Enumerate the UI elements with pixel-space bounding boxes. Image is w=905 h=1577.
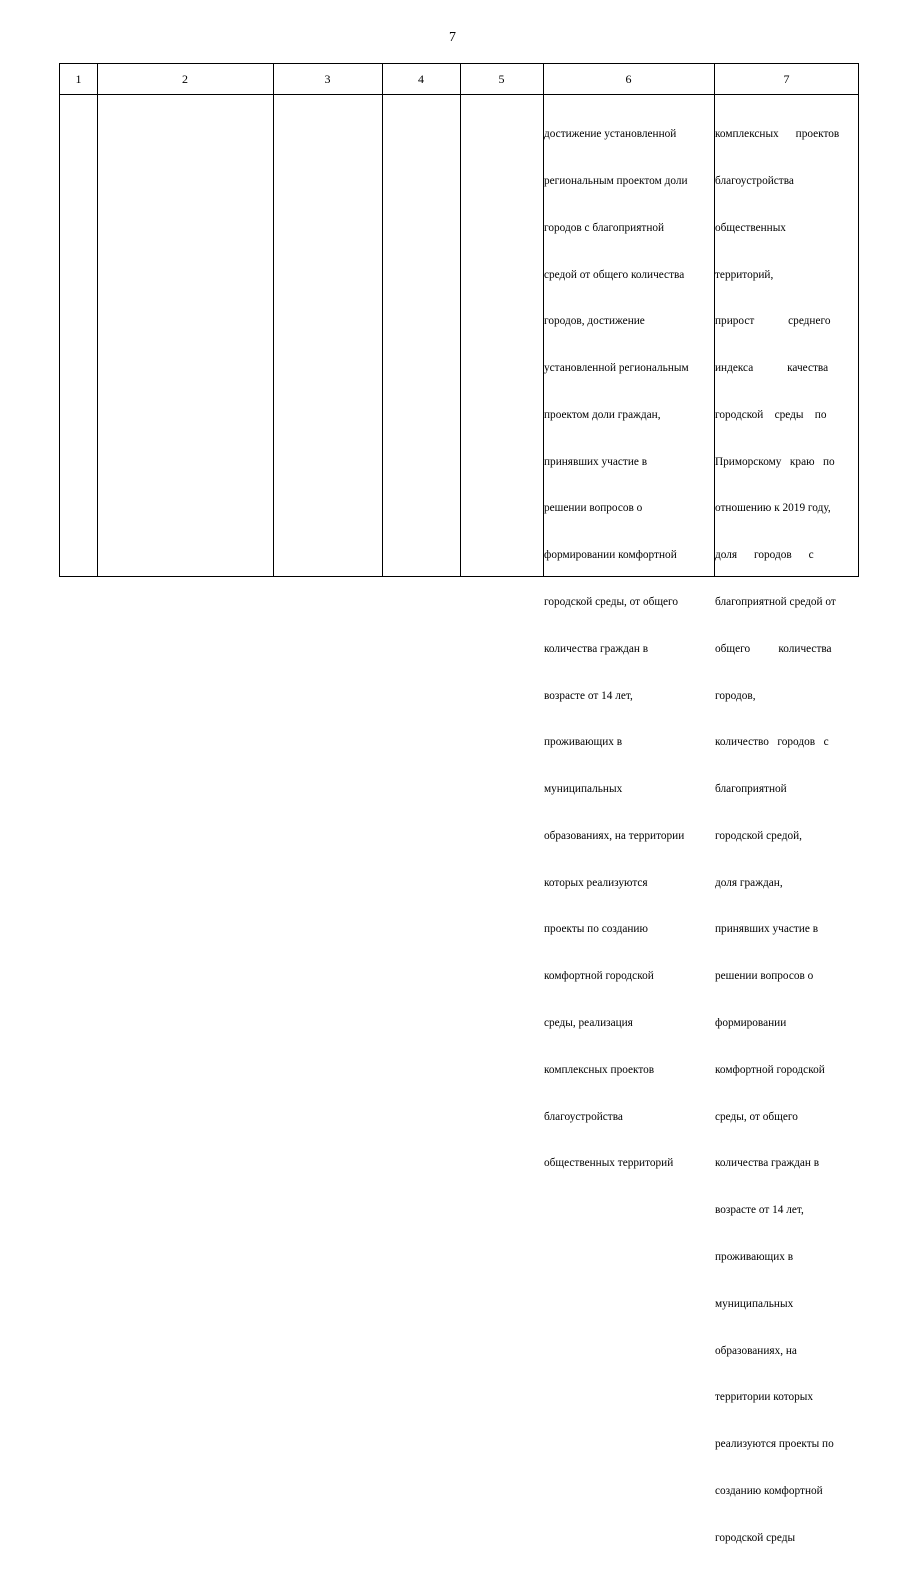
table-header-row: [60, 64, 858, 95]
text-line: проектом доли граждан,: [544, 408, 661, 421]
column-divider: [460, 64, 461, 576]
text-line: доля граждан,: [715, 876, 783, 889]
page-number: 7: [449, 30, 456, 45]
text-line: среды, реализация: [544, 1017, 633, 1030]
text-line: проекты по созданию: [544, 923, 648, 936]
text-line: созданию комфортной: [715, 1484, 823, 1497]
text-line: городской среды: [715, 1531, 796, 1544]
text-line: городов с благоприятной: [544, 221, 665, 234]
text-line: городов,: [715, 689, 756, 702]
text-line: городской среды по: [715, 408, 827, 421]
header-cell-6: 6: [625, 72, 632, 86]
text-line: среды, от общего: [715, 1110, 798, 1123]
text-line: территории которых: [715, 1391, 814, 1404]
text-line: благоприятной: [715, 783, 787, 796]
text-line: комфортной городской: [544, 970, 654, 983]
column-divider: [273, 64, 274, 576]
text-line: реализуются проекты по: [715, 1438, 834, 1451]
text-line: количество городов с: [715, 736, 829, 749]
text-line: общественных: [715, 221, 786, 234]
text-line: решении вопросов о: [544, 502, 643, 515]
text-line: региональным проектом доли: [544, 174, 688, 187]
text-line: доля городов с: [715, 549, 814, 562]
text-line: прирост среднего: [715, 315, 831, 328]
text-line: достижение установленной: [544, 128, 677, 141]
column-divider: [382, 64, 383, 576]
text-line: принявших участие в: [544, 455, 648, 468]
text-line: отношению к 2019 году,: [715, 502, 831, 515]
text-line: комплексных проектов: [715, 128, 840, 141]
text-line: общественных территорий: [544, 1157, 674, 1170]
text-line: благоустройства: [715, 174, 794, 187]
text-line: проживающих в: [544, 736, 623, 749]
text-line: городов, достижение: [544, 315, 645, 328]
text-line: возрасте от 14 лет,: [715, 1204, 804, 1217]
column-6-text: [544, 96, 712, 1203]
header-cell-2: 2: [182, 72, 188, 86]
text-line: городской среды, от общего: [544, 596, 679, 608]
column-7-text: [715, 96, 858, 1577]
text-line: формировании комфортной: [544, 549, 677, 562]
text-line: благоприятной средой от: [715, 596, 836, 608]
document-table: [59, 63, 859, 1544]
text-line: муниципальных: [715, 1297, 794, 1310]
text-line: благоустройства: [544, 1110, 623, 1123]
text-line: городской средой,: [715, 829, 802, 842]
text-line: принявших участие в: [715, 923, 819, 936]
text-line: территорий,: [715, 268, 774, 281]
text-line: комфортной городской: [715, 1063, 825, 1076]
text-line: общего количества: [715, 642, 832, 655]
text-line: комплексных проектов: [544, 1063, 655, 1076]
text-line: средой от общего количества: [544, 268, 685, 281]
text-line: возрасте от 14 лет,: [544, 689, 633, 702]
text-line: количества граждан в: [544, 642, 649, 655]
text-line: Приморскому краю по: [715, 455, 835, 468]
text-line: которых реализуются: [544, 876, 648, 889]
text-line: количества граждан в: [715, 1157, 820, 1170]
text-line: установленной региональным: [544, 362, 689, 375]
header-cell-5: 5: [498, 72, 505, 86]
header-cell-1: 1: [75, 72, 82, 86]
header-cell-3: 3: [324, 72, 331, 86]
header-cell-7: 7: [783, 72, 790, 86]
text-line: образованиях, на территории: [544, 829, 685, 842]
text-line: проживающих в: [715, 1250, 794, 1263]
column-divider: [97, 64, 98, 576]
text-line: муниципальных: [544, 783, 623, 796]
text-line: формировании: [715, 1017, 787, 1030]
text-line: индекса качества: [715, 362, 829, 375]
text-line: образованиях, на: [715, 1344, 797, 1357]
header-cell-4: 4: [418, 72, 424, 86]
text-line: решении вопросов о: [715, 970, 814, 983]
